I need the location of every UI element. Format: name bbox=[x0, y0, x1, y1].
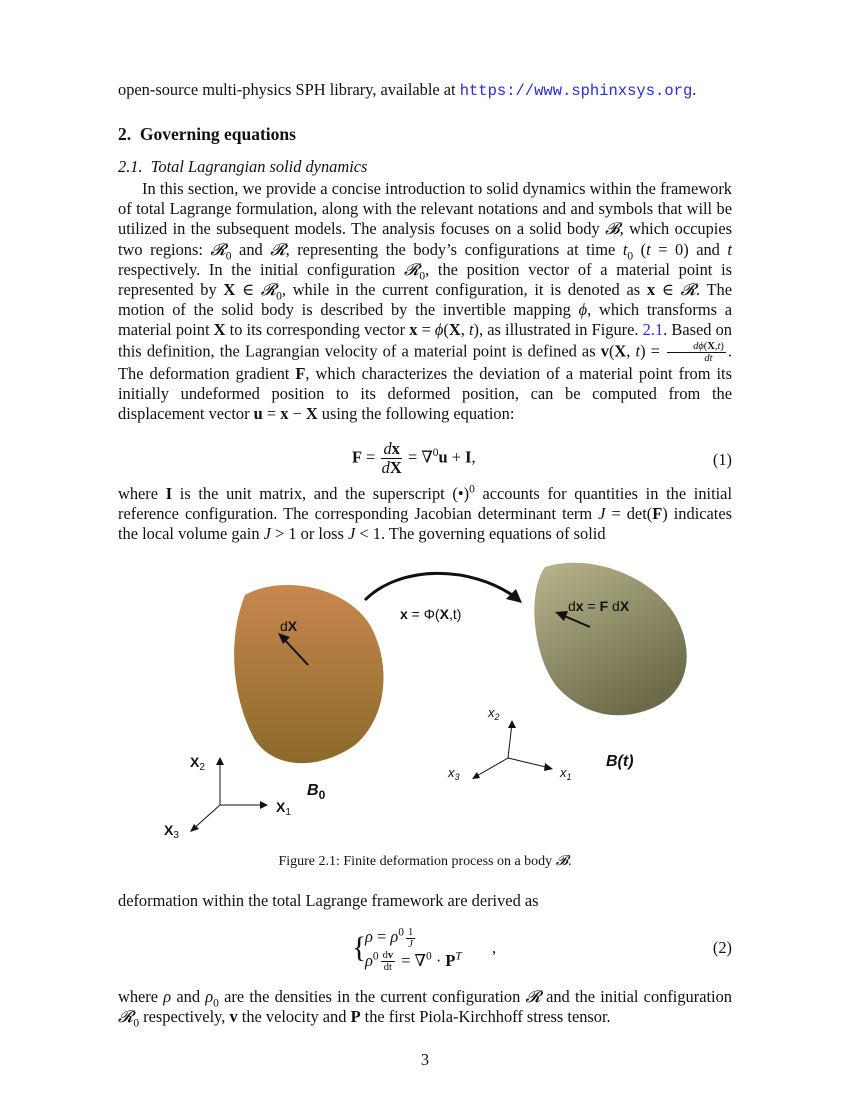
mapping-label: x = Φ(X,t) bbox=[400, 606, 462, 622]
x2-arrowhead bbox=[508, 720, 516, 728]
paragraph-2: where I is the unit matrix, and the superscript (•)$^0$ accounts for quantities in the initial reference configuration. The corresponding Jacobian determinant term J = det(F) indicates the local volume gain J > 1 or loss J < 1. The governing equations of solid bbox=[118, 483, 733, 544]
page-number: 3 bbox=[420, 1050, 430, 1069]
intro-line: open-source multi-physics SPH library, available at https://www.sphinxsys.org. bbox=[118, 80, 697, 100]
x1-label: $x_1$ bbox=[560, 765, 572, 782]
sphinxsys-link[interactable]: https://www.sphinxsys.org bbox=[459, 82, 693, 100]
section-heading: 2. Governing equations bbox=[118, 124, 296, 144]
dx-equation-label: dx = F dX bbox=[568, 598, 630, 614]
X2-label: $X_2$ bbox=[190, 754, 205, 773]
equation-2: { $\rho = \rho^0$ $\frac{1}{J}$ $\rho^0$ $\frac{dv}{dt}$ = $\nabla^0 \cdot P^T$ , (2) bbox=[352, 926, 732, 974]
deformed-body-shape bbox=[534, 563, 686, 716]
dX-label: dX bbox=[280, 618, 298, 634]
x3-arrowhead bbox=[472, 772, 480, 779]
x1-arrowhead bbox=[544, 763, 553, 771]
B0-label: $B_0$ bbox=[307, 782, 326, 802]
x2-label: $x_2$ bbox=[488, 705, 500, 722]
paragraph-3: deformation within the total Lagrange framework are derived as bbox=[118, 891, 539, 910]
initial-body-shape bbox=[234, 585, 383, 763]
deformation-figure bbox=[150, 555, 710, 845]
figure-caption: Figure 2.1: Finite deformation process on a body 𝓑. bbox=[278, 854, 572, 869]
mapping-arc bbox=[365, 573, 515, 600]
paragraph-1: In this section, we provide a concise introduction to solid dynamics within the framework of total Lagrange formulation, along with the relevant notations and and symbols that will be utilized in the subsequent models. The analysis focuses on a solid body 𝓑, which occupies two regions: 𝓡$_0$ and 𝓡, representing the body’s configurations at time $t_0$ (t = 0) and t respectively. In the initial configuration 𝓡$_0$, the position vector of a material point is represented by X ∈ 𝓡$_0$, while in the current configuration, it is denoted as x ∈ 𝓡. The motion of the solid body is described by the invertible mapping ϕ, which transforms a material point X to its corresponding vector x = ϕ(X, t), as illustrated in Figure. 2.1. Based on this definition, the Lagrangian velocity of a material point is defined as v(X, t) = $\frac{d\phi(X,t)}{dt}$ . The deformation gradient F, which characterizes the deviation of a material point from its initially undeformed position to its deformed position, can be computed from the displacement vector u = x − X using the following equation: bbox=[118, 179, 733, 424]
x3-label: $x_3$ bbox=[448, 765, 460, 782]
X1-label: $X_1$ bbox=[276, 799, 291, 818]
subsection-heading: 2.1. Total Lagrangian solid dynamics bbox=[118, 157, 368, 176]
figure-reference[interactable]: 2.1 bbox=[642, 320, 664, 340]
equation-1-number: (1) bbox=[712, 450, 732, 469]
equation-2-number: (2) bbox=[712, 938, 732, 957]
X2-arrowhead bbox=[216, 757, 224, 765]
X1-arrowhead bbox=[260, 801, 268, 809]
equation-1: F = $\frac{dx}{dX}$ = ∇$^0$u + I, (1) bbox=[352, 439, 732, 477]
x3-axis bbox=[475, 758, 508, 777]
paragraph-4: where ρ and $\rho_0$ are the densities in the current configuration 𝓡 and the initial configuration 𝓡$_0$ respectively, v the velocity and P the first Piola-Kirchhoff stress tensor. bbox=[118, 987, 732, 1030]
Bt-label: B(t) bbox=[606, 753, 634, 770]
X3-label: $X_3$ bbox=[164, 822, 179, 841]
x2-axis bbox=[508, 723, 512, 758]
x1-axis bbox=[508, 758, 550, 768]
